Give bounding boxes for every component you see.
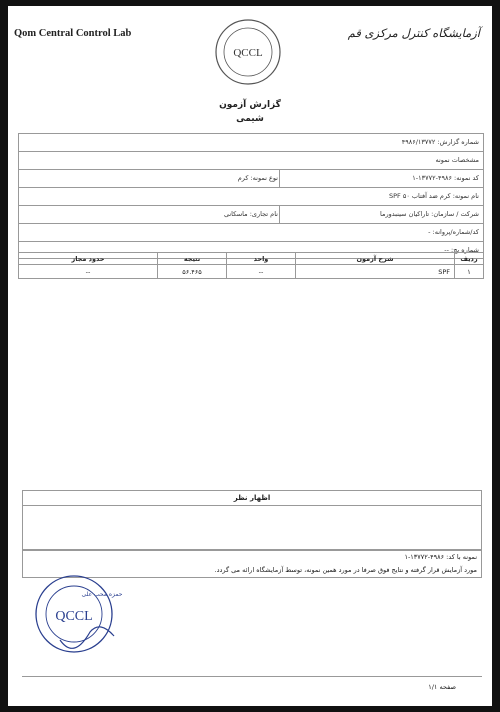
company-row [18, 205, 484, 223]
note-line-1: نمونه با کد: ۴۹۸۶-۱۳۷۷۲-۱ [404, 553, 477, 561]
lab-logo-seal [214, 18, 282, 86]
row-index: ۱ [455, 265, 484, 279]
row-result: ۵۶.۴۶۵ [158, 265, 227, 279]
col-limit: حدود مجاز [19, 253, 158, 265]
sample-name-row: نام نمونه: کرم ضد آفتاب SPF ۵۰ [18, 187, 484, 205]
sample-code: کد نمونه: ۴۹۸۶-۱۳۷۷۲-۱ [412, 174, 479, 182]
row-unit: -- [227, 265, 296, 279]
col-test: شرح آزمون [296, 253, 455, 265]
batch-row: شماره بچ: -- [18, 241, 484, 259]
comment-box [22, 490, 482, 550]
company: شرکت / سازمان: تاراکیان سینبدورما [380, 210, 479, 218]
stamp-text: QCCL [55, 609, 93, 624]
signature-stroke [60, 627, 114, 648]
report-subtitle: شیمی [236, 114, 264, 124]
sample-info-table [18, 133, 484, 259]
col-index: ردیف [455, 253, 484, 265]
logo-text: QCCL [233, 47, 263, 59]
report-title: گزارش آزمون [219, 100, 281, 110]
brand: نام تجاری: ماسکانی [223, 210, 278, 218]
row-limit: -- [19, 265, 158, 279]
page-number: صفحه ۱/۱ [428, 683, 456, 691]
report-number-row: شماره گزارش: ۴۹۸۶/۱۳۷۷۲ [18, 133, 484, 151]
col-unit: واحد [227, 253, 296, 265]
table-row [19, 265, 484, 279]
stamp-signer: حمزه محب علی [81, 591, 123, 598]
results-table [18, 252, 484, 279]
sample-specs-row: مشخصات نمونه [18, 151, 484, 169]
official-stamp [30, 570, 126, 670]
license-row: کد/شماره/پروانه: - [18, 223, 484, 241]
row-test: SPF [296, 265, 455, 279]
results-header-row [19, 253, 484, 265]
lab-name-fa: آزمایشگاه کنترل مرکزی قم [347, 26, 480, 40]
report-page [8, 6, 492, 706]
note-line-2: مورد آزمایش قرار گرفته و نتایج فوق صرفا در مورد همین نمونه، توسط آزمایشگاه ارائه می گردد. [214, 566, 477, 574]
sample-code-row [18, 169, 484, 187]
sample-type: نوع نمونه: کرم [237, 174, 278, 182]
footer-divider [22, 676, 482, 677]
comment-heading: اظهار نظر [23, 491, 481, 506]
col-result: نتیجه [158, 253, 227, 265]
lab-name-en: Qom Central Control Lab [14, 28, 132, 39]
